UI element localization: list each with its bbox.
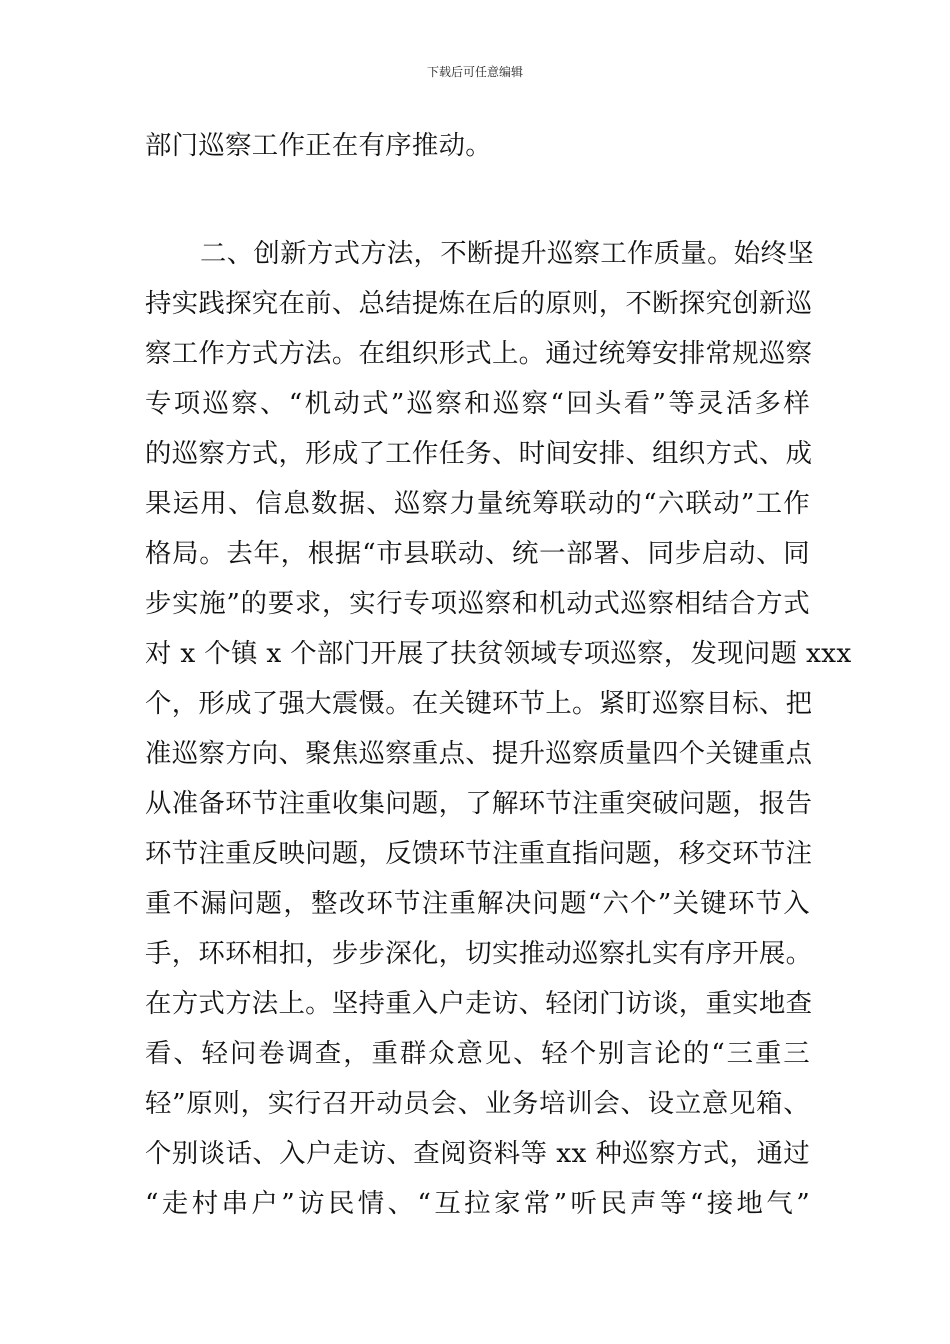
paragraph-1-line-1: 部门巡察工作正在有序推动。	[145, 130, 492, 161]
paragraph-2-line-13: 环节注重反映问题，反馈环节注重直指问题，移交环节注	[145, 838, 813, 869]
document-body	[145, 127, 852, 1235]
paragraph-2-line-11: 准巡察方向、聚焦巡察重点、提升巡察质量四个关键重点	[145, 738, 813, 769]
paragraph-2-line-9: 对 x 个镇 x 个部门开展了扶贫领域专项巡察，发现问题 xxx	[145, 638, 852, 669]
page-header: 下载后可任意编辑	[426, 65, 523, 79]
paragraph-2-line-6: 果运用、信息数据、巡察力量统筹联动的“六联动”工作	[145, 488, 810, 519]
paragraph-2-line-2: 持实践探究在前、总结提炼在后的原则，不断探究创新巡	[145, 288, 813, 319]
paragraph-2-line-8: 步实施”的要求，实行专项巡察和机动式巡察相结合方式	[145, 588, 810, 619]
paragraph-2-line-4: 专项巡察、“机动式”巡察和巡察“回头看”等灵活多样	[145, 388, 810, 419]
paragraph-2-line-7: 格局。去年，根据“市县联动、统一部署、同步启动、同	[145, 538, 810, 569]
paragraph-2-line-3: 察工作方式方法。在组织形式上。通过统筹安排常规巡察	[145, 338, 813, 369]
paragraph-2-line-5: 的巡察方式，形成了工作任务、时间安排、组织方式、成	[145, 438, 813, 469]
paragraph-2-line-1: 二、创新方式方法，不断提升巡察工作质量。始终坚	[200, 238, 814, 269]
paragraph-2-line-16: 在方式方法上。坚持重入户走访、轻闭门访谈，重实地查	[145, 988, 813, 1019]
paragraph-2-line-18: 轻”原则，实行召开动员会、业务培训会、设立意见箱、	[145, 1088, 810, 1119]
paragraph-2-line-12: 从准备环节注重收集问题，了解环节注重突破问题，报告	[145, 788, 813, 819]
paragraph-2-line-15: 手，环环相扣，步步深化，切实推动巡察扎实有序开展。	[145, 938, 813, 969]
paragraph-2-line-20: “走村串户”访民情、“互拉家常”听民声等“接地气”	[145, 1188, 810, 1219]
paragraph-2-line-10: 个，形成了强大震慑。在关键环节上。紧盯巡察目标、把	[145, 688, 813, 719]
paragraph-2-line-17: 看、轻问卷调查，重群众意见、轻个别言论的“三重三	[145, 1038, 810, 1069]
paragraph-2-line-19: 个别谈话、入户走访、查阅资料等 xx 种巡察方式，通过	[145, 1138, 810, 1169]
paragraph-2-line-14: 重不漏问题，整改环节注重解决问题“六个”关键环节入	[145, 888, 810, 919]
paragraph-gap	[145, 177, 810, 235]
